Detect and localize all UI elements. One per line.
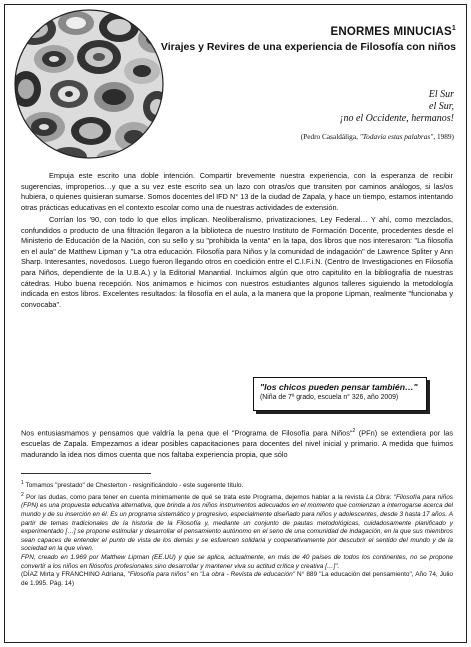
article-title: ENORMES MINUCIAS$^1$	[330, 25, 456, 38]
document-page	[4, 4, 467, 643]
epigraph-line: ¡no el Occidente, hermanos!	[339, 113, 454, 124]
article-header	[156, 25, 456, 53]
epigraph-author: (Pedro Casaldáliga,	[300, 132, 358, 141]
footnotes	[21, 479, 453, 588]
pull-quote-text: "los chicos pueden pensar también…"	[260, 382, 418, 392]
footnote-ref-1: 1	[451, 25, 456, 32]
epigraph-line: El Sur	[428, 89, 454, 100]
footnote-ref-2: 2	[352, 428, 356, 434]
cell-pattern-illustration	[14, 9, 164, 159]
pull-quote-box	[253, 377, 427, 411]
footnote-divider	[21, 473, 151, 474]
epigraph	[254, 89, 454, 125]
epigraph-work: "Todavía estas palabras"	[359, 132, 434, 141]
article-subtitle: Virajes y Revires de una experiencia de Filosofía con niños	[160, 40, 456, 53]
epigraph-line: el Sur,	[429, 101, 454, 112]
epigraph-year: , 1989)	[433, 132, 454, 141]
epigraph-citation	[194, 132, 454, 141]
footnote-2-continuation: FPN, creado en 1.969 por Matthew Lipman (EE.UU) y que se aplica, actualmente, en más de 40 países de todos los continentes, no se propone convertir a los niños en filósofos profesionales sino desarrollar y mantener viva su actitud crítica y creativa […]".	[21, 554, 453, 570]
pull-quote-citation: (Niña de 7º grado, escuela n° 326, año 2009)	[260, 394, 399, 401]
footnote-1: $^1$ Tomamos "prestado" de Chesterton - resignificándolo - este sugerente título.	[21, 480, 244, 490]
footnote-2-source: (DÍAZ Mirta y FRANCHINO Adriana, "Filosofía para niños" en "La obra - Revista de educación" N° 889 "La educación del pensamiento", Año 74, Julio de 1.995. Pág. 14)	[21, 571, 453, 587]
body-paragraph-1: Empuja este escrito una doble intención. Compartir brevemente nuestra experiencia, con la esperanza de recibir sugerencias, improperios…y que a su vez este escrito sea un lazo con otras/os que transiten por caminos análogos, si las/os hubiera, o quienes quisieran sumarse. Somos docentes del IFD N° 13 de la ciudad de Zapala, y hace un tiempo, estamos intentando otras prácticas educativas en el contexto escolar como una de nuestras actividades de extensión.	[21, 171, 453, 212]
footnote-2: $^2$ Por las dudas, como para tener en cuenta mínimamente de qué se trata este Programa, dejemos hablar a la revista La Obra: "Filosofía para niños (FPN) es una propuesta educativa alternativa, que brinda a los niños instrumentos adecuados en el momento que comienzan a interrogarse acerca del mundo y de su inserción en él. Es un programa sistemático y progresivo, especialmente diseñado para niños y adolescentes, desde 3 hasta 17 años. A partir de temas tradicionales de la historia de la Filosofía y, mediante un conjunto de pautas metodológicas, cuidadosamente planificado y experimentado […] se propone estimular y desarrollar el pensamiento autónomo en el seno de una comunidad de indagación, en la que sus miembros sean capaces de entender el punto de vista de los demás y se esfuercen solidaria y cooperativamente por descubrir el sentido del mundo y de la sociedad en la que viven.	[21, 491, 454, 553]
body-paragraph-2: Corrían los '90, con todo lo que ellos implican. Neoliberalismo, privatizaciones, Ley Federal… Y ahí, como mezclados, confundidos o producto de una filtración llegaron a la biblioteca de nuestro Instituto de Formación Docente, procedentes desde el Ministerio de Educación de la Nación, con su sello y su "prohibida la venta" en la tapa, dos libros que nos interesaron: "La filosofía en el aula" de Matthew Lipman y "La otra educación. Filosofía para Niños y la comunidad de indagación" de Lawrence Spliter y Ann Sharp. Interesantes, novedosos. Luego fueron llegando otros en coedición entre el C.I.F.i.N. (Centro de Investigaciones en Filosofía para Niños, dependiente de la U.B.A.) y la Editorial Manantial. Incluimos algún que otro capitulito en la bibliografía de nuestras cátedras. Hubo buena recepción. Nos animamos e hicimos con nuestros estudiantes algunos talleres siguiendo la metodología indicada en estos libros. Excelentes resultados: la filosofía en el aula, a la manera que la propone Lipman, realmente "funcionaba y convocaba".	[21, 215, 453, 309]
body-paragraph-3: Nos entusiasmamos y pensamos que valdría la pena que el "Programa de Filosofía para Niños"$^2$ (PFn) se extendiera por las escuelas de Zapala. Empezamos a idear posibles capacitaciones para docentes del nivel inicial y primario. A medida que fuimos madurando la idea nos dimos cuenta que nos faltaba experiencia propia, que sólo	[21, 428, 453, 459]
